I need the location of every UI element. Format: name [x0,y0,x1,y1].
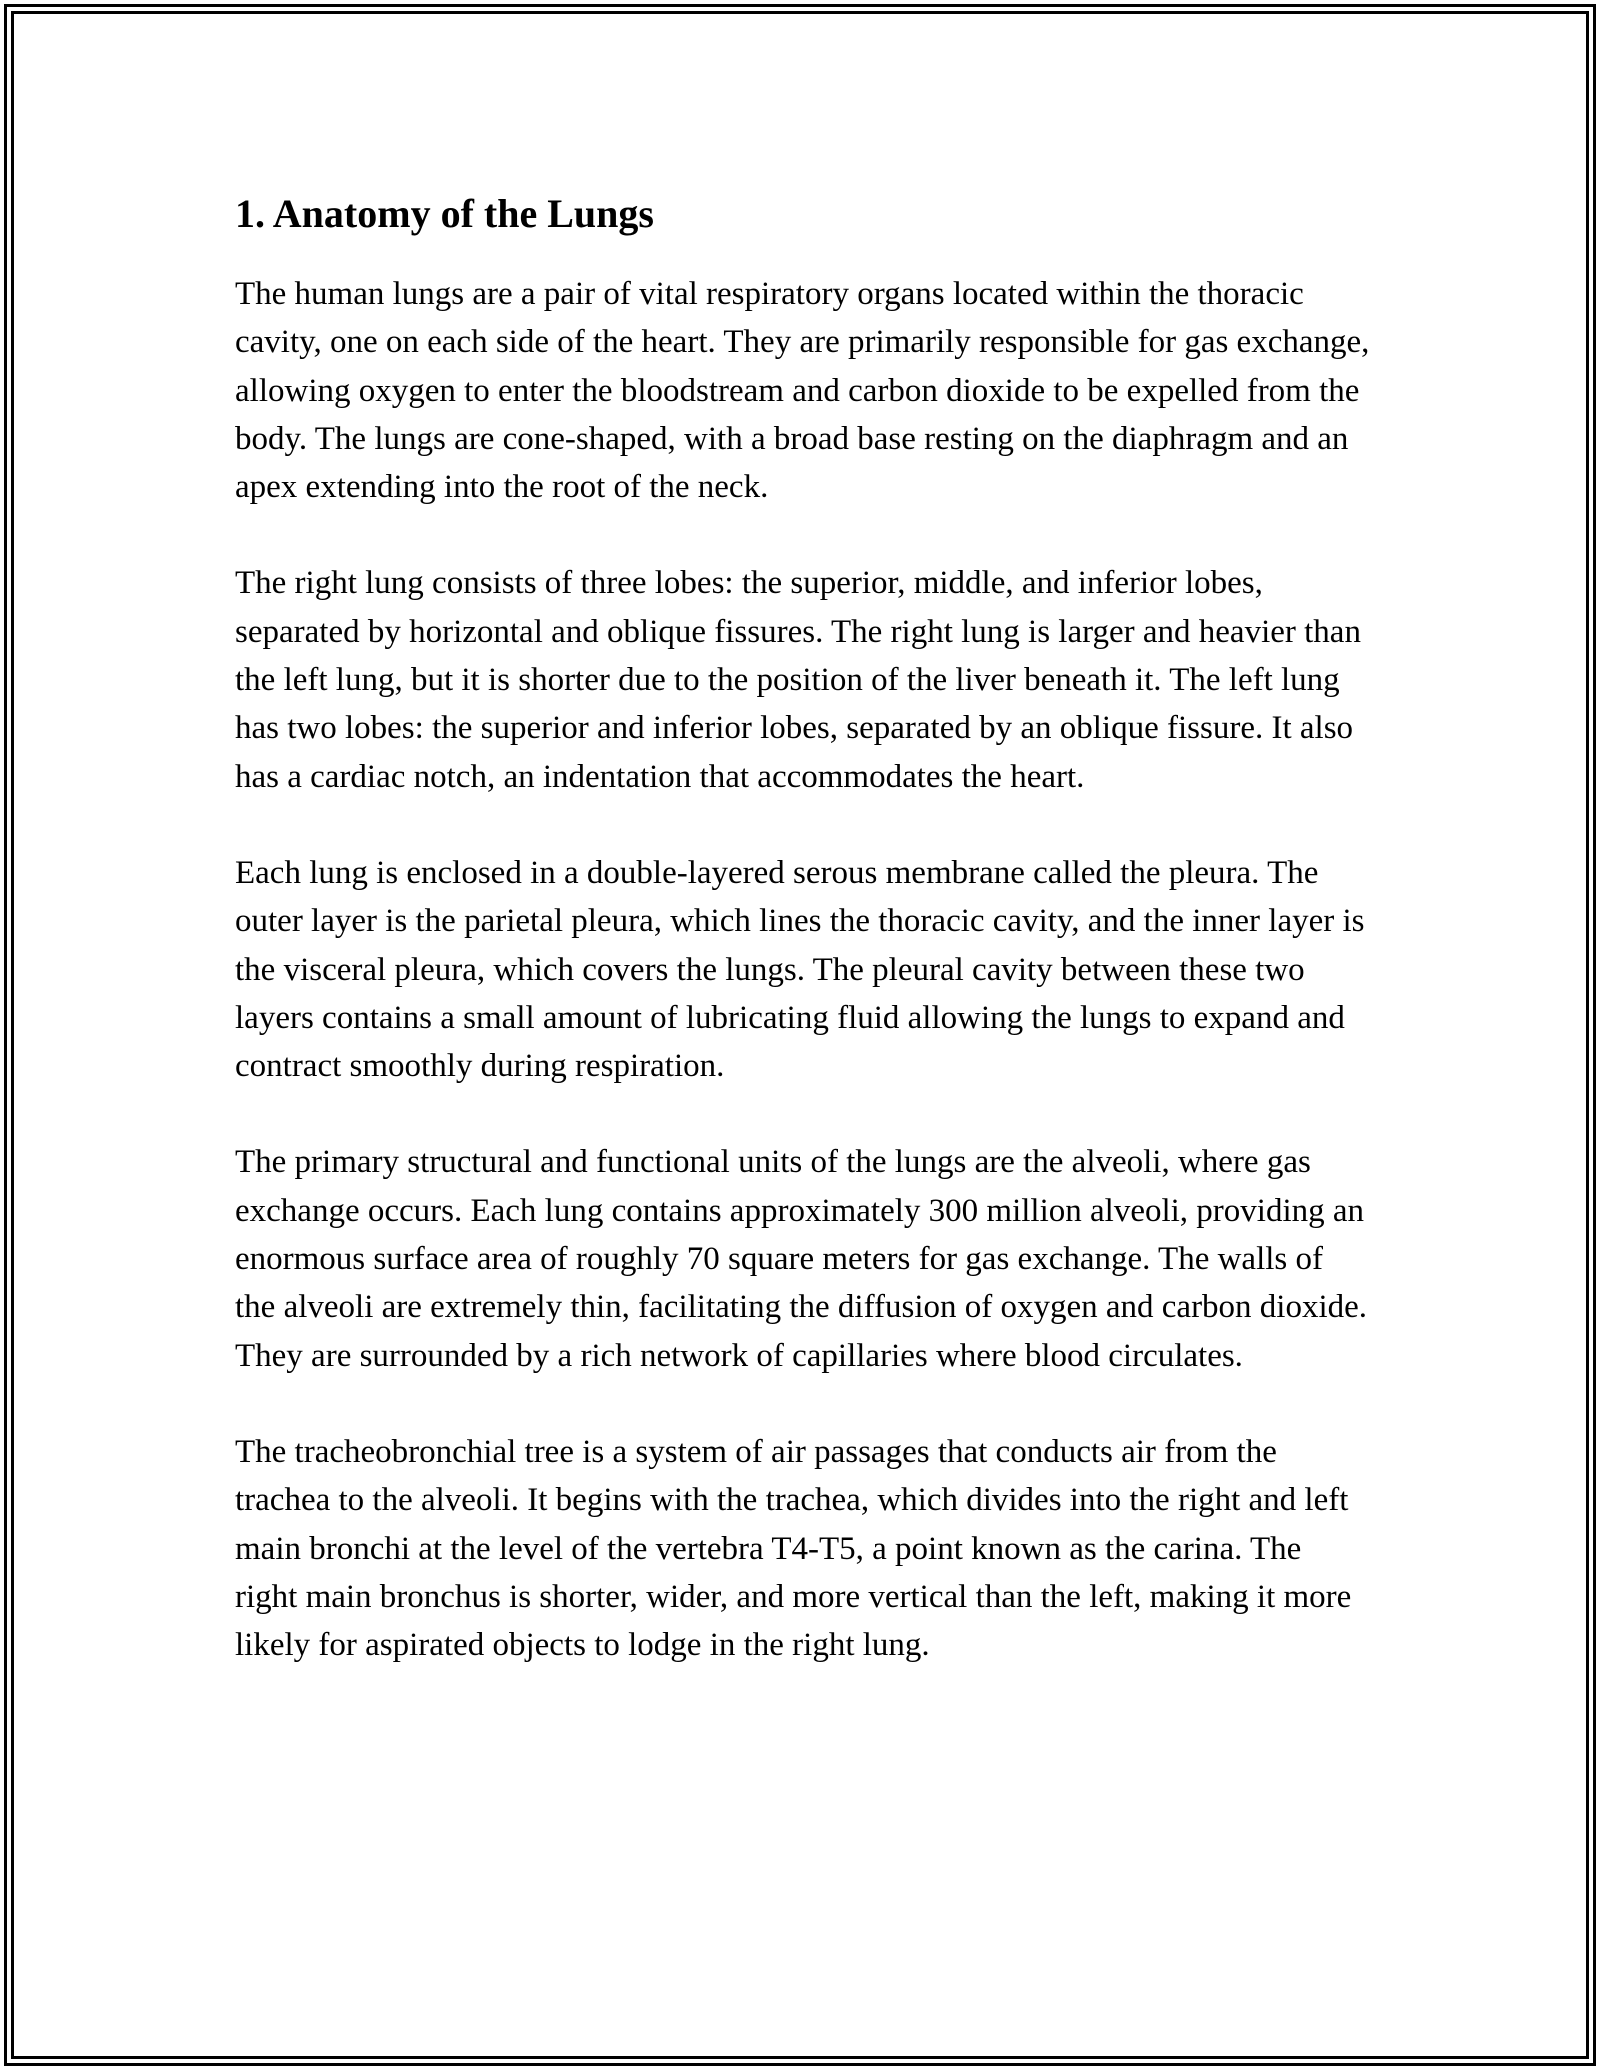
paragraph-alveoli: The primary structural and functional units of the lungs are the alveoli, where gas exchange occurs. Each lung contains approximately 300 million alveoli, providing an enormous surface area of roughly 70 square meters for gas exchange. The walls of the alveoli are extremely thin, facilitating the diffusion of oxygen and carbon dioxide. They are surrounded by a rich network of capillaries where blood circulates. [235,1144,1368,1374]
paragraph-pleura: Each lung is enclosed in a double-layered serous membrane called the pleura. The outer layer is the parietal pleura, which lines the thoracic cavity, and the inner layer is the visceral pleura, which covers the lungs. The pleural cavity between these two layers contains a small amount of lubricating fluid allowing the lungs to expand and contract smoothly during respiration. [235,854,1365,1085]
paragraph-lobes: The right lung consists of three lobes: the superior, middle, and inferior lobes, separated by horizontal and oblique fissures. The right lung is larger and heavier than the left lung, but it is shorter due to the position of the liver beneath it. The left lung has two lobes: the superior and inferior lobes, separated by an oblique fissure. It also has a cardiac notch, an indentation that accommodates the heart. [235,565,1361,795]
section-heading: 1. Anatomy of the Lungs [235,191,654,236]
paragraph-tracheobronchial-tree: The tracheobronchial tree is a system of air passages that conducts air from the trachea to the alveoli. It begins with the trachea, which divides into the right and left main bronchi at the level of the vertebra T4-T5, a point known as the carina. The right main bronchus is shorter, wider, and more vertical than the left, making it more likely for aspirated objects to lodge in the right lung. [235,1433,1352,1664]
document-body [235,186,1370,1717]
paragraph-lungs-overview: The human lungs are a pair of vital respiratory organs located within the thoracic cavity, one on each side of the heart. They are primarily responsible for gas exchange, allowing oxygen to enter the bloodstream and carbon dioxide to be expelled from the body. The lungs are cone-shaped, with a broad base resting on the diaphragm and an apex extending into the root of the neck. [235,276,1370,506]
